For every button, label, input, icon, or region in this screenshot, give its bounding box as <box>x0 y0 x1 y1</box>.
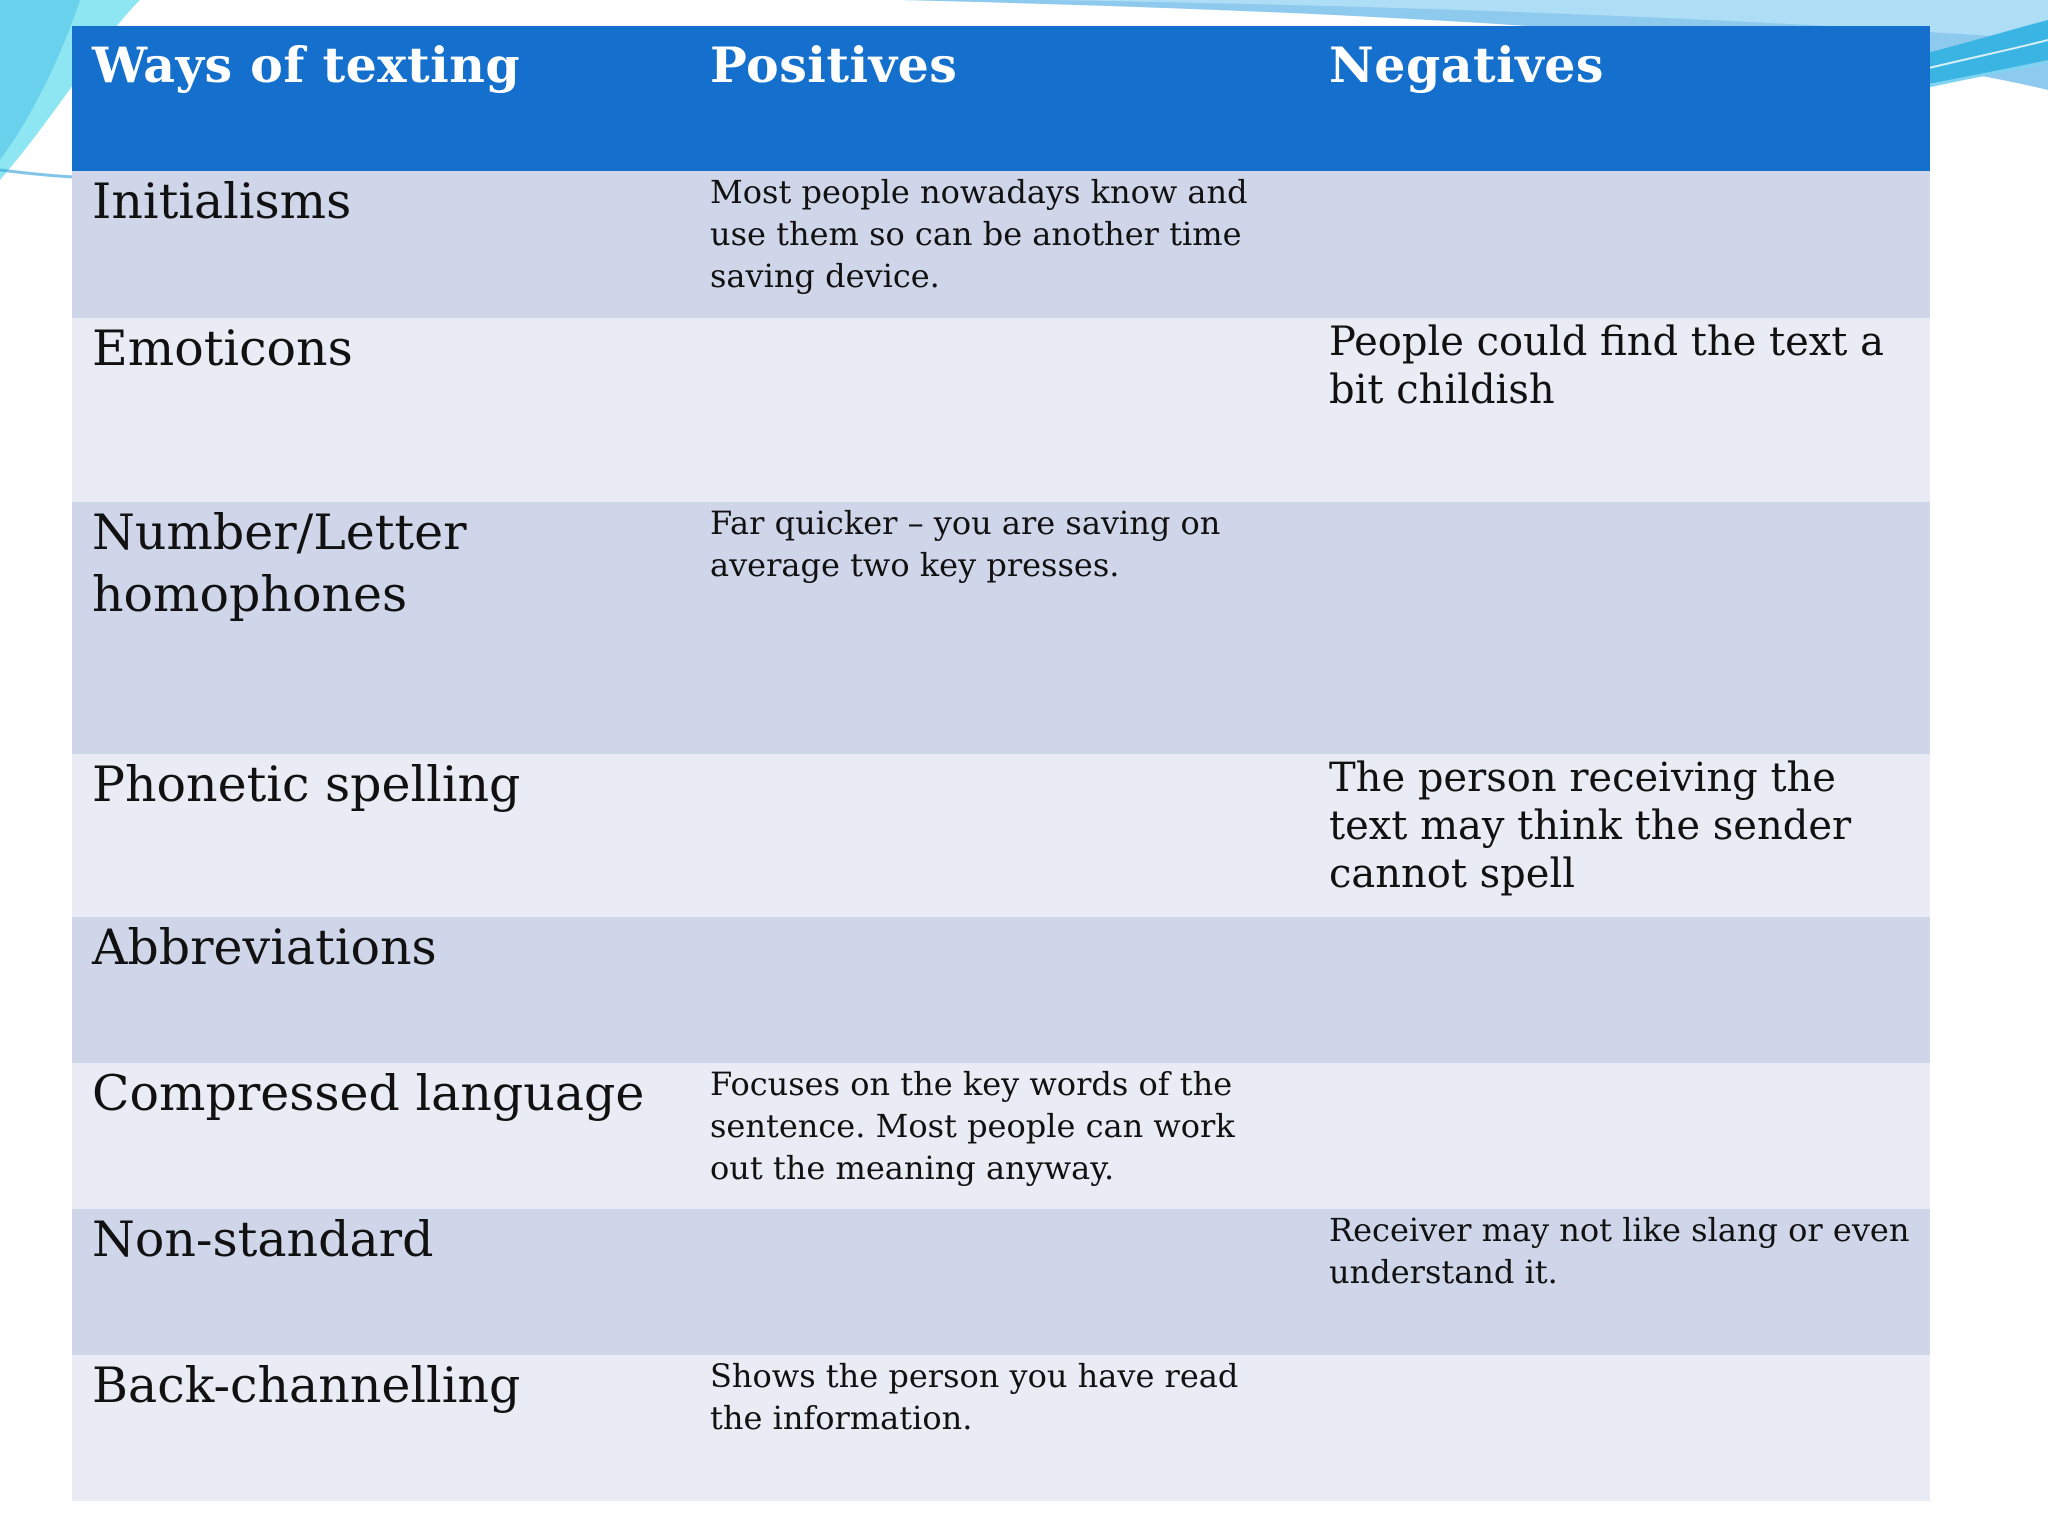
way-cell: Back-channelling <box>92 1357 521 1414</box>
positive-cell: Focuses on the key words of the sentence. Most people can work out the meaning anyway. <box>710 1065 1235 1187</box>
positive-cell: Most people nowadays know and use them so can be another time saving device. <box>710 173 1248 295</box>
positive-cell <box>690 1209 1309 1355</box>
positive-cell: Far quicker – you are saving on average two key presses. <box>710 504 1221 584</box>
table-row-initialisms <box>72 171 1930 318</box>
negative-cell <box>1309 1063 1930 1209</box>
way-cell: Abbreviations <box>92 919 437 976</box>
negative-cell: People could find the text a bit childish <box>1329 319 1884 413</box>
table-row-number-letter-homophones <box>72 502 1930 754</box>
table-header-row <box>72 26 1930 171</box>
way-cell: Phonetic spelling <box>92 756 521 813</box>
negative-cell <box>1309 1355 1930 1501</box>
table-row-compressed-language <box>72 1063 1930 1209</box>
table-row-back-channelling <box>72 1355 1930 1501</box>
negative-cell <box>1309 917 1930 1063</box>
negative-cell <box>1309 502 1930 754</box>
way-cell: Non-standard <box>92 1211 434 1268</box>
negative-cell: The person receiving the text may think the sender cannot spell <box>1329 755 1852 897</box>
header-positives: Positives <box>710 36 958 94</box>
table-row-non-standard <box>72 1209 1930 1355</box>
header-negatives: Negatives <box>1329 36 1604 94</box>
negative-cell <box>1309 171 1930 318</box>
way-cell: Emoticons <box>92 320 353 377</box>
positive-cell <box>690 754 1309 917</box>
header-ways-of-texting: Ways of texting <box>92 36 521 94</box>
texting-comparison-table <box>72 26 1930 1501</box>
positive-cell: Shows the person you have read the information. <box>710 1357 1239 1437</box>
way-cell: Number/Letter homophones <box>92 504 467 623</box>
table-row-abbreviations <box>72 917 1930 1063</box>
positive-cell <box>690 318 1309 502</box>
table-row-emoticons <box>72 318 1930 502</box>
way-cell: Compressed language <box>92 1065 645 1122</box>
negative-cell: Receiver may not like slang or even understand it. <box>1329 1211 1910 1291</box>
positive-cell <box>690 917 1309 1063</box>
table-row-phonetic-spelling <box>72 754 1930 917</box>
way-cell: Initialisms <box>92 173 352 230</box>
